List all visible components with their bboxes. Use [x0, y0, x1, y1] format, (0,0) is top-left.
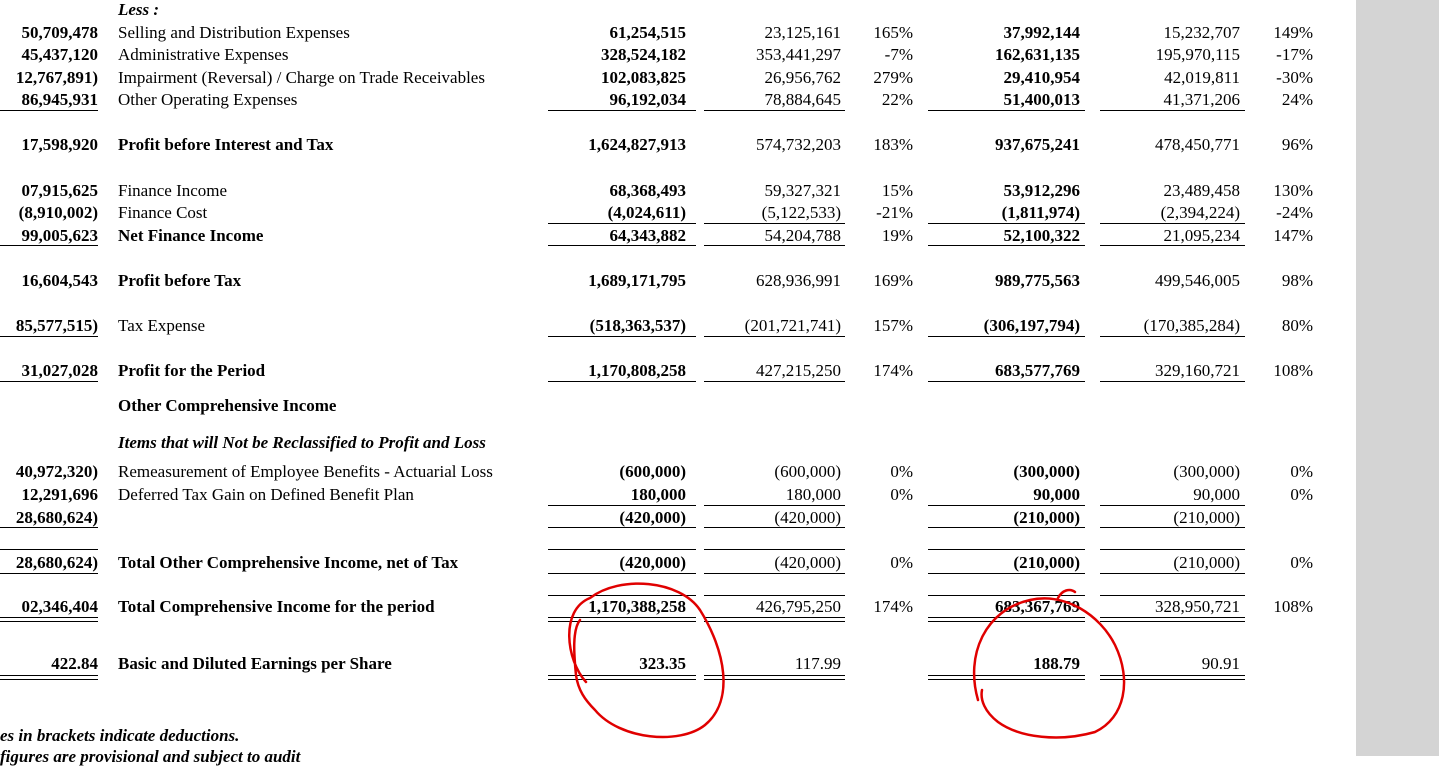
underline-rule — [704, 573, 845, 574]
cell-v4: 499,546,005 — [1155, 271, 1240, 290]
cell-v4: 478,450,771 — [1155, 135, 1240, 154]
cell-v3: (306,197,794) — [983, 316, 1080, 335]
cell-prev: 12,767,891) — [15, 68, 98, 87]
underline-rule — [548, 549, 696, 550]
underline-rule — [1100, 679, 1245, 680]
cell-v1: 328,524,182 — [601, 45, 686, 64]
underline-rule — [928, 223, 1085, 224]
underline-rule — [548, 595, 696, 596]
cell-p2: 0% — [1290, 553, 1313, 572]
underline-rule — [548, 505, 696, 506]
cell-p1: 183% — [873, 135, 913, 154]
cell-p2: 0% — [1290, 462, 1313, 481]
underline-rule — [704, 595, 845, 596]
cell-v2: 353,441,297 — [756, 45, 841, 64]
cell-v4: (300,000) — [1173, 462, 1240, 481]
cell-v4: 90,000 — [1193, 485, 1240, 504]
cell-p1: 169% — [873, 271, 913, 290]
cell-v1: 1,170,808,258 — [588, 361, 686, 380]
cell-v4: 42,019,811 — [1164, 68, 1240, 87]
underline-rule — [1100, 245, 1245, 246]
cell-v4: (2,394,224) — [1160, 203, 1240, 222]
cell-p1: -7% — [884, 45, 913, 64]
cell-v3: 162,631,135 — [995, 45, 1080, 64]
cell-prev: 422.84 — [51, 654, 98, 673]
underline-rule — [928, 573, 1085, 574]
cell-v2: 23,125,161 — [764, 23, 841, 42]
cell-v4: 23,489,458 — [1163, 181, 1240, 200]
underline-rule — [704, 675, 845, 676]
cell-p1: 157% — [873, 316, 913, 335]
underline-rule — [928, 381, 1085, 382]
cell-v3: 29,410,954 — [1003, 68, 1080, 87]
cell-p2: 130% — [1273, 181, 1313, 200]
cell-v1: 102,083,825 — [601, 68, 686, 87]
underline-rule — [548, 223, 696, 224]
cell-v2: 54,204,788 — [764, 226, 841, 245]
underline-rule — [0, 573, 98, 574]
cell-v3: 989,775,563 — [995, 271, 1080, 290]
cell-v3: 683,367,769 — [995, 597, 1080, 616]
cell-v2: 427,215,250 — [756, 361, 841, 380]
underline-rule — [1100, 223, 1245, 224]
cell-label: Profit before Tax — [118, 271, 242, 290]
cell-v4: (210,000) — [1173, 553, 1240, 572]
cell-prev: 02,346,404 — [21, 597, 98, 616]
section-less: Less : — [118, 0, 160, 19]
underline-rule — [0, 381, 98, 382]
underline-rule — [704, 381, 845, 382]
cell-v1: 64,343,882 — [609, 226, 686, 245]
cell-p2: 80% — [1281, 316, 1313, 335]
underline-rule — [928, 549, 1085, 550]
underline-rule — [704, 527, 845, 528]
underline-rule — [548, 381, 696, 382]
cell-v2: (420,000) — [774, 508, 841, 527]
cell-v2: 574,732,203 — [756, 135, 841, 154]
underline-rule — [548, 110, 696, 111]
cell-p2: -30% — [1276, 68, 1313, 87]
cell-p2: 108% — [1273, 597, 1313, 616]
cell-p2: 98% — [1281, 271, 1313, 290]
underline-rule — [548, 617, 696, 618]
underline-rule — [0, 617, 98, 618]
cell-prev: 12,291,696 — [21, 485, 98, 504]
cell-v4: 328,950,721 — [1155, 597, 1240, 616]
underline-rule — [704, 245, 845, 246]
cell-v4: 21,095,234 — [1163, 226, 1240, 245]
cell-label: Administrative Expenses — [118, 45, 289, 64]
cell-p1: 0% — [890, 553, 913, 572]
underline-rule — [548, 527, 696, 528]
underline-rule — [704, 110, 845, 111]
underline-rule — [0, 245, 98, 246]
underline-rule — [704, 549, 845, 550]
cell-prev: 31,027,028 — [21, 361, 98, 380]
scrollbar-gutter[interactable] — [1356, 0, 1439, 756]
underline-rule — [704, 679, 845, 680]
underline-rule — [548, 245, 696, 246]
cell-v1: (420,000) — [619, 553, 686, 572]
cell-p2: 0% — [1290, 485, 1313, 504]
cell-label: Tax Expense — [118, 316, 206, 335]
cell-prev: 50,709,478 — [21, 23, 98, 42]
cell-v4: 15,232,707 — [1163, 23, 1240, 42]
cell-p1: 19% — [881, 226, 913, 245]
cell-v4: (170,385,284) — [1143, 316, 1240, 335]
underline-rule — [0, 679, 98, 680]
cell-label: Total Comprehensive Income for the period — [118, 597, 435, 616]
cell-v1: (518,363,537) — [589, 316, 686, 335]
underline-rule — [928, 336, 1085, 337]
section-items-not-reclassified: Items that will Not be Reclassified to Profit and Loss — [118, 433, 486, 452]
underline-rule — [1100, 527, 1245, 528]
cell-label: Profit before Interest and Tax — [118, 135, 334, 154]
cell-p1: 174% — [873, 361, 913, 380]
underline-rule — [1100, 381, 1245, 382]
underline-rule — [548, 675, 696, 676]
underline-rule — [704, 223, 845, 224]
cell-prev: 85,577,515) — [15, 316, 98, 335]
cell-v2: 26,956,762 — [764, 68, 841, 87]
cell-v3: 937,675,241 — [995, 135, 1080, 154]
cell-v3: 51,400,013 — [1003, 90, 1080, 109]
cell-prev: 86,945,931 — [21, 90, 98, 109]
cell-v2: 426,795,250 — [756, 597, 841, 616]
underline-rule — [928, 679, 1085, 680]
cell-v3: 52,100,322 — [1003, 226, 1080, 245]
underline-rule — [928, 505, 1085, 506]
underline-rule — [548, 679, 696, 680]
cell-prev: 17,598,920 — [21, 135, 98, 154]
cell-p1: -21% — [876, 203, 913, 222]
cell-label: Finance Income — [118, 181, 228, 200]
cell-p2: 108% — [1273, 361, 1313, 380]
cell-v2: 78,884,645 — [764, 90, 841, 109]
cell-label: Deferred Tax Gain on Defined Benefit Plan — [118, 485, 414, 504]
cell-v2: (600,000) — [774, 462, 841, 481]
cell-p2: 96% — [1281, 135, 1313, 154]
cell-prev: 40,972,320) — [15, 462, 98, 481]
cell-v3: (1,811,974) — [1001, 203, 1080, 222]
underline-rule — [704, 505, 845, 506]
underline-rule — [704, 617, 845, 618]
cell-prev: (8,910,002) — [18, 203, 98, 222]
cell-v2: (420,000) — [774, 553, 841, 572]
cell-v2: (5,122,533) — [761, 203, 841, 222]
cell-v3: 90,000 — [1033, 485, 1080, 504]
cell-prev: 45,437,120 — [21, 45, 98, 64]
cell-p1: 15% — [881, 181, 913, 200]
cell-p1: 0% — [890, 462, 913, 481]
cell-v2: 628,936,991 — [756, 271, 841, 290]
footnote-brackets: es in brackets indicate deductions. — [0, 726, 240, 745]
underline-rule — [1100, 617, 1245, 618]
cell-v1: (420,000) — [619, 508, 686, 527]
underline-rule — [928, 110, 1085, 111]
cell-p2: 149% — [1273, 23, 1313, 42]
underline-rule — [0, 110, 98, 111]
underline-rule — [548, 621, 696, 622]
cell-v1: (4,024,611) — [607, 203, 686, 222]
cell-p2: -17% — [1276, 45, 1313, 64]
cell-label: Net Finance Income — [118, 226, 264, 245]
underline-rule — [1100, 573, 1245, 574]
cell-prev: 99,005,623 — [21, 226, 98, 245]
cell-v4: 41,371,206 — [1163, 90, 1240, 109]
cell-label: Total Other Comprehensive Income, net of Tax — [118, 553, 459, 572]
underline-rule — [0, 549, 98, 550]
cell-p1: 279% — [873, 68, 913, 87]
cell-p1: 174% — [873, 597, 913, 616]
cell-v2: 59,327,321 — [764, 181, 841, 200]
underline-rule — [1100, 505, 1245, 506]
cell-v1: 180,000 — [630, 485, 686, 504]
cell-v2: 180,000 — [785, 485, 841, 504]
underline-rule — [0, 675, 98, 676]
cell-p1: 0% — [890, 485, 913, 504]
cell-p2: -24% — [1276, 203, 1313, 222]
underline-rule — [1100, 336, 1245, 337]
underline-rule — [928, 675, 1085, 676]
underline-rule — [1100, 675, 1245, 676]
cell-prev: 07,915,625 — [21, 181, 98, 200]
cell-v3: 188.79 — [1033, 654, 1080, 673]
underline-rule — [548, 336, 696, 337]
cell-v4: 329,160,721 — [1155, 361, 1240, 380]
cell-prev: 28,680,624) — [15, 553, 98, 572]
underline-rule — [1100, 621, 1245, 622]
cell-v1: 323.35 — [639, 654, 686, 673]
underline-rule — [928, 621, 1085, 622]
underline-rule — [704, 621, 845, 622]
cell-v3: 37,992,144 — [1003, 23, 1080, 42]
cell-prev: 28,680,624) — [15, 508, 98, 527]
underline-rule — [0, 527, 98, 528]
cell-v1: 1,689,171,795 — [588, 271, 686, 290]
cell-p1: 22% — [881, 90, 913, 109]
underline-rule — [548, 573, 696, 574]
underline-rule — [928, 527, 1085, 528]
cell-v4: 195,970,115 — [1155, 45, 1240, 64]
underline-rule — [1100, 549, 1245, 550]
cell-v3: (210,000) — [1013, 553, 1080, 572]
cell-prev: 16,604,543 — [21, 271, 98, 290]
underline-rule — [1100, 595, 1245, 596]
cell-v3: (300,000) — [1013, 462, 1080, 481]
underline-rule — [704, 336, 845, 337]
cell-label: Other Operating Expenses — [118, 90, 298, 109]
cell-v1: 1,170,388,258 — [588, 597, 686, 616]
cell-label: Finance Cost — [118, 203, 208, 222]
underline-rule — [1100, 110, 1245, 111]
underline-rule — [928, 595, 1085, 596]
cell-v4: (210,000) — [1173, 508, 1240, 527]
cell-label: Remeasurement of Employee Benefits - Actuarial Loss — [118, 462, 493, 481]
cell-v1: 1,624,827,913 — [588, 135, 686, 154]
underline-rule — [928, 245, 1085, 246]
cell-label: Impairment (Reversal) / Charge on Trade Receivables — [118, 68, 485, 87]
cell-v1: 68,368,493 — [609, 181, 686, 200]
cell-p1: 165% — [873, 23, 913, 42]
footnote-audit: figures are provisional and subject to audit — [0, 747, 301, 766]
cell-p2: 147% — [1273, 226, 1313, 245]
underline-rule — [0, 621, 98, 622]
cell-label: Profit for the Period — [118, 361, 266, 380]
cell-v4: 90.91 — [1201, 654, 1240, 673]
underline-rule — [928, 617, 1085, 618]
cell-v2: 117.99 — [794, 654, 841, 673]
cell-v2: (201,721,741) — [744, 316, 841, 335]
cell-v3: (210,000) — [1013, 508, 1080, 527]
underline-rule — [0, 336, 98, 337]
section-oci: Other Comprehensive Income — [118, 396, 337, 415]
cell-v1: 61,254,515 — [609, 23, 686, 42]
cell-v1: 96,192,034 — [609, 90, 686, 109]
cell-label: Basic and Diluted Earnings per Share — [118, 654, 392, 673]
cell-v3: 53,912,296 — [1003, 181, 1080, 200]
cell-label: Selling and Distribution Expenses — [118, 23, 350, 42]
cell-p2: 24% — [1281, 90, 1313, 109]
cell-v1: (600,000) — [619, 462, 686, 481]
cell-v3: 683,577,769 — [995, 361, 1080, 380]
